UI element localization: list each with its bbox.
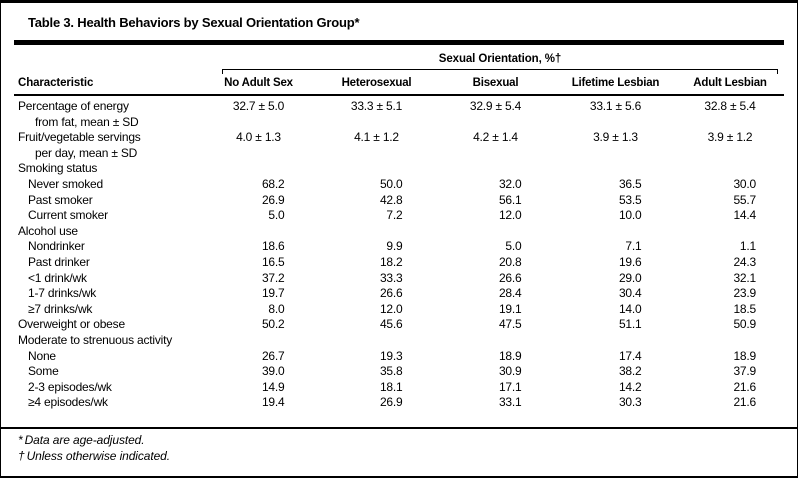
table-row	[0, 380, 798, 396]
cell-value	[676, 380, 784, 396]
row-label: Moderate to strenuous activity	[18, 332, 173, 347]
cell-value	[555, 271, 676, 287]
table-row	[0, 224, 798, 240]
value-number: 18.9	[733, 348, 756, 363]
cell-value	[436, 364, 555, 380]
cell-value	[555, 286, 676, 302]
row-values	[200, 177, 784, 193]
value-number: 16.5	[261, 254, 285, 269]
cell-value	[555, 302, 676, 318]
row-values	[200, 380, 784, 396]
cell-empty	[317, 146, 436, 162]
cell-empty	[555, 146, 676, 162]
row-label: Current smoker	[28, 208, 108, 223]
cell-value	[555, 364, 676, 380]
table-row	[0, 130, 798, 146]
cell-empty	[676, 115, 784, 131]
table-body	[0, 99, 798, 411]
cell-value: 3.9 ± 1.2	[707, 130, 753, 145]
value-number: 18.1	[379, 379, 403, 394]
row-label: Past smoker	[28, 192, 93, 207]
row-values	[200, 333, 784, 349]
table-row	[0, 115, 798, 131]
characteristic-column-header: Characteristic	[18, 77, 94, 89]
cell-empty	[200, 161, 317, 177]
row-label: Nondrinker	[28, 239, 85, 254]
cell-value	[436, 395, 555, 411]
value-number: 30.0	[733, 176, 756, 191]
cell-empty	[555, 161, 676, 177]
table-row	[0, 161, 798, 177]
cell-value	[200, 271, 317, 287]
footnote-marker: †	[18, 448, 25, 463]
cell-value	[317, 302, 436, 318]
cell-value	[676, 177, 784, 193]
cell-value	[436, 239, 555, 255]
value-number: 19.6	[618, 254, 642, 269]
cell-value	[436, 177, 555, 193]
value-number: 17.4	[618, 348, 642, 363]
value-number: 18.5	[733, 301, 756, 316]
row-label: None	[28, 348, 56, 363]
cell-value	[676, 208, 784, 224]
row-label: Fruit/vegetable servings	[18, 130, 141, 145]
cell-value	[555, 239, 676, 255]
value-number: 50.9	[733, 317, 756, 332]
cell-value	[200, 364, 317, 380]
cell-value: 4.0 ± 1.3	[236, 130, 281, 145]
spanner-label: Sexual Orientation, %†	[438, 53, 562, 65]
value-number: 33.3	[379, 270, 403, 285]
row-values	[200, 286, 784, 302]
cell-value: 32.7 ± 5.0	[232, 99, 285, 113]
value-number: 50.0	[379, 176, 403, 191]
value-number: 50.2	[261, 317, 285, 332]
cell-value: 33.3 ± 5.1	[350, 99, 403, 113]
frame-top-rule	[0, 0, 798, 3]
table-row	[0, 271, 798, 287]
cell-empty	[555, 224, 676, 240]
cell-empty	[317, 224, 436, 240]
cell-value	[200, 380, 317, 396]
cell-value	[676, 317, 784, 333]
cell-value	[317, 317, 436, 333]
cell-value	[317, 380, 436, 396]
value-number: 29.0	[618, 270, 642, 285]
value-number: 21.6	[733, 379, 756, 394]
row-values	[200, 161, 784, 177]
table-row	[0, 177, 798, 193]
cell-empty	[676, 161, 784, 177]
value-number: 5.0	[505, 239, 522, 254]
row-values	[200, 349, 784, 365]
cell-value	[676, 302, 784, 318]
cell-value: 4.1 ± 1.2	[354, 130, 399, 145]
cell-value	[200, 286, 317, 302]
cell-value	[676, 364, 784, 380]
cell-empty	[200, 333, 317, 349]
value-number: 37.9	[733, 364, 756, 379]
value-number: 47.5	[498, 317, 522, 332]
cell-value	[317, 239, 436, 255]
row-label: Never smoked	[28, 176, 103, 191]
row-label: ≥7 drinks/wk	[28, 301, 93, 316]
cell-value	[436, 286, 555, 302]
cell-value	[676, 255, 784, 271]
row-values	[200, 317, 784, 333]
value-number: 19.4	[261, 395, 285, 410]
cell-value	[317, 286, 436, 302]
table-row	[0, 333, 798, 349]
cell-empty	[436, 115, 555, 131]
table-row	[0, 99, 798, 115]
value-number: 12.0	[498, 208, 522, 223]
value-number: 24.3	[733, 254, 756, 269]
value-number: 26.6	[379, 286, 403, 301]
table-title: Table 3. Health Behaviors by Sexual Orientation Group*	[28, 15, 360, 30]
cell-value	[555, 177, 676, 193]
cell-value	[317, 349, 436, 365]
cell-empty	[676, 224, 784, 240]
value-number: 30.3	[618, 395, 642, 410]
column-headers-row	[200, 77, 784, 89]
value-number: 7.1	[625, 239, 642, 254]
value-number: 18.6	[261, 239, 285, 254]
footnotes	[18, 433, 170, 464]
cell-value	[436, 302, 555, 318]
cell-value	[200, 317, 317, 333]
value-number: 28.4	[498, 286, 522, 301]
row-label: <1 drink/wk	[28, 270, 87, 285]
value-number: 45.6	[379, 317, 403, 332]
row-values	[200, 115, 784, 131]
value-number: 35.8	[379, 364, 403, 379]
value-number: 32.1	[733, 270, 756, 285]
cell-value	[317, 271, 436, 287]
cell-value	[555, 317, 676, 333]
cell-value	[200, 395, 317, 411]
table-row	[0, 364, 798, 380]
title-rule	[14, 40, 784, 45]
row-label: per day, mean ± SD	[35, 145, 138, 160]
row-label: Percentage of energy	[18, 99, 129, 113]
cell-value	[436, 317, 555, 333]
column-header: Lifetime Lesbian	[571, 77, 660, 89]
value-number: 10.0	[618, 208, 642, 223]
value-number: 68.2	[261, 176, 285, 191]
value-number: 30.4	[618, 286, 642, 301]
value-number: 14.4	[733, 208, 756, 223]
row-values	[200, 99, 784, 115]
value-number: 5.0	[268, 208, 285, 223]
table-row	[0, 286, 798, 302]
value-number: 1.1	[739, 239, 756, 254]
row-label: 1-7 drinks/wk	[28, 286, 97, 301]
cell-value: 32.8 ± 5.4	[704, 99, 756, 113]
cell-value	[436, 271, 555, 287]
value-number: 7.2	[386, 208, 403, 223]
value-number: 18.9	[498, 348, 522, 363]
cell-value	[676, 193, 784, 209]
row-label: Overweight or obese	[18, 317, 125, 332]
cell-value	[555, 255, 676, 271]
cell-value	[200, 239, 317, 255]
table-row	[0, 193, 798, 209]
cell-value	[436, 208, 555, 224]
cell-value	[555, 349, 676, 365]
cell-value	[317, 255, 436, 271]
cell-value	[436, 193, 555, 209]
value-number: 42.8	[379, 192, 403, 207]
row-values	[200, 255, 784, 271]
value-number: 26.6	[498, 270, 522, 285]
row-label: Past drinker	[28, 254, 90, 269]
row-values	[200, 130, 784, 146]
cell-value	[676, 286, 784, 302]
cell-empty	[436, 224, 555, 240]
cell-value	[200, 302, 317, 318]
cell-value: 32.9 ± 5.4	[469, 99, 522, 113]
cell-value	[436, 380, 555, 396]
value-number: 23.9	[733, 286, 756, 301]
value-number: 14.2	[618, 379, 642, 394]
column-header: Bisexual	[472, 77, 519, 89]
value-number: 9.9	[386, 239, 403, 254]
cell-empty	[200, 146, 317, 162]
row-label: Alcohol use	[18, 223, 78, 238]
cell-value	[317, 395, 436, 411]
value-number: 19.1	[498, 301, 522, 316]
value-number: 8.0	[268, 301, 285, 316]
value-number: 26.9	[379, 395, 403, 410]
cell-value: 3.9 ± 1.3	[593, 130, 638, 145]
cell-value: 33.1 ± 5.6	[589, 99, 642, 113]
value-number: 17.1	[498, 379, 522, 394]
table-row	[0, 317, 798, 333]
row-values	[200, 239, 784, 255]
column-header: Adult Lesbian	[693, 77, 767, 89]
cell-value	[555, 380, 676, 396]
row-label: Some	[28, 364, 59, 379]
table-row	[0, 255, 798, 271]
value-number: 19.7	[261, 286, 285, 301]
value-number: 53.5	[618, 192, 642, 207]
row-values	[200, 302, 784, 318]
cell-value	[200, 349, 317, 365]
value-number: 56.1	[498, 192, 522, 207]
cell-value	[676, 349, 784, 365]
column-header: No Adult Sex	[224, 77, 293, 89]
value-number: 55.7	[733, 192, 756, 207]
cell-empty	[555, 333, 676, 349]
cell-value	[555, 193, 676, 209]
value-number: 14.9	[261, 379, 285, 394]
row-values	[200, 193, 784, 209]
cell-value	[555, 395, 676, 411]
value-number: 19.3	[379, 348, 403, 363]
cell-value	[676, 271, 784, 287]
cell-empty	[317, 161, 436, 177]
value-number: 36.5	[618, 176, 642, 191]
value-number: 51.1	[618, 317, 642, 332]
cell-value	[676, 239, 784, 255]
value-number: 26.7	[261, 348, 285, 363]
cell-empty	[555, 115, 676, 131]
cell-empty	[317, 333, 436, 349]
table-row	[0, 239, 798, 255]
footnote-line	[18, 433, 170, 449]
spanner-bracket	[222, 69, 778, 74]
column-header: Heterosexual	[341, 77, 412, 89]
value-number: 33.1	[498, 395, 522, 410]
value-number: 12.0	[379, 301, 403, 316]
footnote-text: Unless otherwise indicated.	[26, 448, 170, 463]
cell-value	[200, 193, 317, 209]
table-row	[0, 146, 798, 162]
cell-value: 4.2 ± 1.4	[473, 130, 518, 145]
cell-empty	[436, 333, 555, 349]
table-row	[0, 302, 798, 318]
row-values	[200, 224, 784, 240]
value-number: 32.0	[498, 176, 522, 191]
cell-value	[555, 208, 676, 224]
value-number: 37.2	[261, 270, 285, 285]
cell-empty	[317, 115, 436, 131]
cell-value	[200, 177, 317, 193]
cell-value	[200, 208, 317, 224]
cell-value	[436, 349, 555, 365]
table-row	[0, 349, 798, 365]
cell-empty	[436, 146, 555, 162]
value-number: 26.9	[261, 192, 285, 207]
footnote-text: Data are age-adjusted.	[24, 433, 145, 447]
row-values	[200, 395, 784, 411]
value-number: 38.2	[618, 364, 642, 379]
cell-value	[317, 208, 436, 224]
footnote-rule	[0, 427, 798, 429]
cell-empty	[200, 224, 317, 240]
cell-value	[317, 177, 436, 193]
row-values	[200, 364, 784, 380]
row-label: Smoking status	[18, 161, 98, 176]
cell-value	[436, 255, 555, 271]
value-number: 18.2	[379, 254, 403, 269]
value-number: 30.9	[498, 364, 522, 379]
footnote-marker: *	[18, 433, 23, 447]
header-rule	[14, 94, 784, 96]
cell-empty	[676, 333, 784, 349]
cell-value	[317, 364, 436, 380]
row-label: 2-3 episodes/wk	[28, 379, 112, 394]
cell-empty	[200, 115, 317, 131]
value-number: 20.8	[498, 254, 522, 269]
cell-empty	[676, 146, 784, 162]
cell-value	[200, 255, 317, 271]
row-values	[200, 146, 784, 162]
value-number: 14.0	[618, 301, 642, 316]
row-values	[200, 271, 784, 287]
table-row	[0, 208, 798, 224]
table-row	[0, 395, 798, 411]
cell-value	[676, 395, 784, 411]
row-label: from fat, mean ± SD	[35, 114, 139, 129]
footnote-line	[18, 449, 170, 465]
value-number: 21.6	[733, 395, 756, 410]
cell-value	[317, 193, 436, 209]
row-label: ≥4 episodes/wk	[28, 395, 108, 410]
value-number: 39.0	[261, 364, 285, 379]
row-values	[200, 208, 784, 224]
cell-empty	[436, 161, 555, 177]
